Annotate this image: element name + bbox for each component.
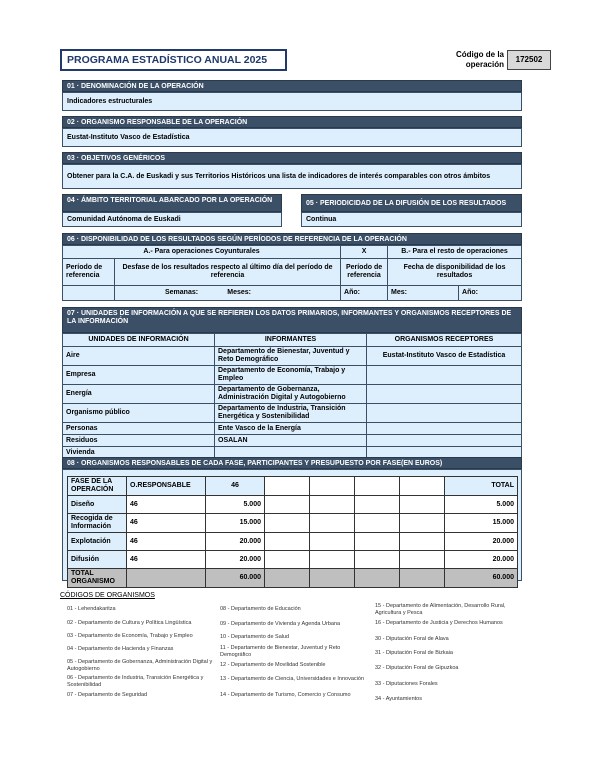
- codes-title: CÓDIGOS DE ORGANISMOS: [60, 592, 155, 599]
- h-resp: O.RESPONSABLE: [127, 477, 206, 496]
- table-row: Explotación 46 20.000 20.000: [68, 533, 518, 551]
- section-07-header: 07 · UNIDADES DE INFORMACIÓN A QUE SE REFIEREN LOS DATOS PRIMARIOS, INFORMANTES Y ORGANISMOS RECEPTORES DE LA INFORMACIÓN: [62, 307, 522, 333]
- section-04-value: Comunidad Autónoma de Euskadi: [62, 212, 282, 227]
- section-01-value: Indicadores estructurales: [62, 92, 522, 111]
- table-row: Organismo público Departamento de Industria, Transición Energética y Sostenibilidad: [63, 404, 522, 423]
- section-05-header: 05 · PERIODICIDAD DE LA DIFUSIÓN DE LOS RESULTADOS: [301, 194, 522, 212]
- codes-col-1: 01 - Lehendakaritza 02 - Departamento de Cultura y Política Lingüística 03 - Departamento de Economía, Trabajo y Empleo 04 - Departamento de Hacienda y Finanzas 05 - Departamento de Gobernanza, Administración Digital y Autogobierno 06 - Departamento de Industria, Transición Energética y Sostenibilidad 07 - Departamento de Seguridad: [67, 606, 213, 698]
- ano-label: Año:: [341, 286, 388, 301]
- col-organismos: ORGANISMOS RECEPTORES: [367, 334, 522, 347]
- section-08-table: [67, 476, 518, 588]
- table-row: Empresa Departamento de Economía, Trabajo y Empleo: [63, 366, 522, 385]
- table-row-total: TOTAL ORGANISMO 60.000 60.000: [68, 569, 518, 588]
- periodo-ref-label: Período de referencia: [63, 259, 115, 286]
- operation-code: 172502: [507, 50, 551, 70]
- ano2-label: Año:: [459, 286, 522, 301]
- table-row: Residuos OSALAN: [63, 435, 522, 447]
- code-label: Código de la operación: [456, 50, 504, 69]
- mes-label: Mes:: [388, 286, 459, 301]
- fecha-disp-label: Fecha de disponibilidad de los resultados: [388, 259, 522, 286]
- table-row: Vivienda: [63, 447, 522, 459]
- table-row: Recogida de Información 46 15.000 15.000: [68, 514, 518, 533]
- section-06-table: [62, 245, 522, 301]
- section-02-value: Eustat-Instituto Vasco de Estadística: [62, 128, 522, 147]
- col-informantes: INFORMANTES: [215, 334, 367, 347]
- section-06-header: 06 · DISPONIBILIDAD DE LOS RESULTADOS SEGÚN PERÍODOS DE REFERENCIA DE LA OPERACIÓN: [62, 233, 522, 245]
- table-row: Diseño 46 5.000 5.000: [68, 496, 518, 514]
- h-46: 46: [206, 477, 265, 496]
- codes-col-2: 08 - Departamento de Educación 09 - Departamento de Vivienda y Agenda Urbana 10 - Departamento de Salud 11 - Departamento de Bienestar, Juventud y Reto Demográfico 12 - Departamento de Movilidad Sostenible 13 - Departamento de Ciencia, Universidades e Innovación 14 - Departamento de Turismo, Comercio y Consumo: [220, 606, 364, 698]
- section-08-header: 08 · ORGANISMOS RESPONSABLES DE CADA FASE, PARTICIPANTES Y PRESUPUESTO POR FASE(EN EUROS): [62, 457, 522, 469]
- meses-label: Meses:: [227, 289, 251, 296]
- table-row: Aire Departamento de Bienestar, Juventud y Reto Demográfico Eustat-Instituto Vasco de Estadística: [63, 347, 522, 366]
- section-03-value: Obtener para la C.A. de Euskadi y sus Territorios Históricos una lista de indicadores de interés comparables con otros ámbitos: [62, 164, 522, 189]
- codes-col-3: 15 - Departamento de Alimentación, Desarrollo Rural, Agricultura y Pesca 16 - Departamento de Justicia y Derechos Humanos 30 - Diputación Foral de Alava 31 - Diputación Foral de Bizkaia 32 - Diputación Foral de Gipuzkoa 33 - Diputaciones Forales 34 - Ayuntamientos: [375, 603, 506, 702]
- desfase-label: Desfase de los resultados respecto al último día del período de referencia: [115, 259, 341, 286]
- resto-label: B.- Para el resto de operaciones: [388, 246, 522, 259]
- section-02-header: 02 · ORGANISMO RESPONSABLE DE LA OPERACIÓN: [62, 116, 522, 128]
- page-title: PROGRAMA ESTADÍSTICO ANUAL 2025: [60, 49, 287, 71]
- section-01-header: 01 · DENOMINACIÓN DE LA OPERACIÓN: [62, 80, 522, 92]
- h-fase: FASE DE LA OPERACIÓN: [68, 477, 127, 496]
- periodo-ref-b-label: Período de referencia: [341, 259, 388, 286]
- coyunturales-label: A.- Para operaciones Coyunturales: [63, 246, 341, 259]
- h-total: TOTAL: [445, 477, 518, 496]
- table-row: Difusión 46 20.000 20.000: [68, 551, 518, 569]
- semanas-label: Semanas: Meses:: [115, 286, 341, 301]
- table-row: Energía Departamento de Gobernanza, Administración Digital y Autogobierno: [63, 385, 522, 404]
- x-mark: X: [341, 246, 388, 259]
- col-units: UNIDADES DE INFORMACIÓN: [63, 334, 215, 347]
- section-03-header: 03 · OBJETIVOS GENÉRICOS: [62, 152, 522, 164]
- section-07-table: [62, 333, 522, 459]
- section-04-header: 04 · ÁMBITO TERRITORIAL ABARCADO POR LA OPERACIÓN: [62, 194, 282, 212]
- table-row: Personas Ente Vasco de la Energía: [63, 423, 522, 435]
- section-05-value: Continua: [301, 212, 522, 227]
